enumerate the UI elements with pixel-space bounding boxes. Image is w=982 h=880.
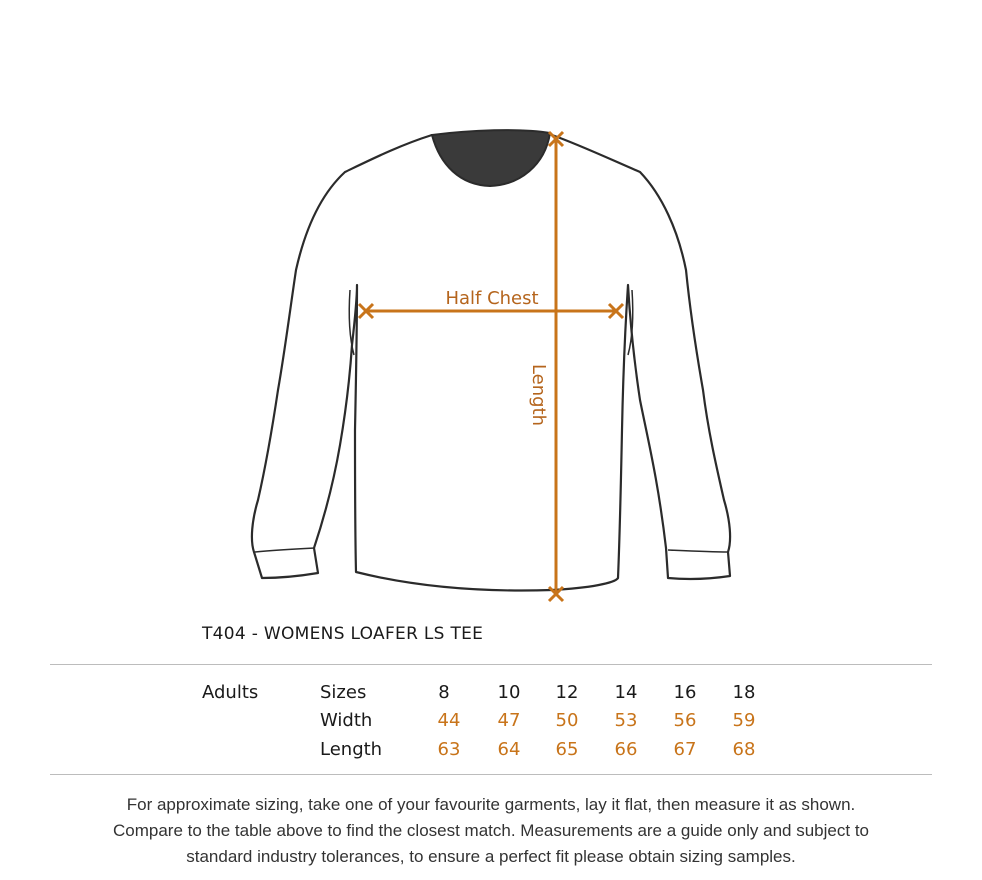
group-label: Adults — [202, 682, 259, 703]
note-line: For approximate sizing, take one of your favourite garments, lay it flat, then measure it as shown. — [126, 795, 856, 814]
left-sleeve-seam — [349, 290, 354, 355]
width-cell: 56 — [673, 710, 697, 731]
width-cell: 47 — [497, 710, 521, 731]
length-cell: 64 — [497, 739, 521, 760]
table-bottom-divider — [50, 774, 932, 775]
row-label-width: Width — [320, 710, 373, 731]
left-cuff-line — [255, 548, 315, 552]
length-cell: 66 — [614, 739, 638, 760]
note-line: Compare to the table above to find the closest match. Measurements are a guide only and subject to — [113, 821, 869, 840]
body-outline — [252, 135, 730, 590]
table-top-divider — [50, 664, 932, 665]
length-cell: 67 — [673, 739, 697, 760]
width-cell: 59 — [732, 710, 756, 731]
size-cell: 14 — [614, 682, 638, 703]
width-cell: 50 — [555, 710, 579, 731]
width-cell: 53 — [614, 710, 638, 731]
length-cell: 65 — [555, 739, 579, 760]
half-chest-label: Half Chest — [445, 288, 539, 309]
note-line: standard industry tolerances, to ensure a perfect fit please obtain sizing samples. — [186, 847, 796, 866]
size-cell: 16 — [673, 682, 697, 703]
row-label-sizes: Sizes — [320, 682, 367, 703]
width-cell: 44 — [437, 710, 461, 731]
size-cell: 12 — [555, 682, 579, 703]
size-cell: 8 — [438, 682, 450, 703]
product-title: T404 - WOMENS LOAFER LS TEE — [202, 624, 484, 644]
length-label: Length — [528, 363, 549, 427]
length-cell: 63 — [437, 739, 461, 760]
size-cell: 18 — [732, 682, 756, 703]
right-cuff-line — [668, 550, 728, 552]
size-cell: 10 — [497, 682, 521, 703]
collar-shape — [432, 130, 550, 186]
row-label-length: Length — [320, 739, 383, 760]
sizing-note — [40, 792, 942, 870]
length-cell: 68 — [732, 739, 756, 760]
